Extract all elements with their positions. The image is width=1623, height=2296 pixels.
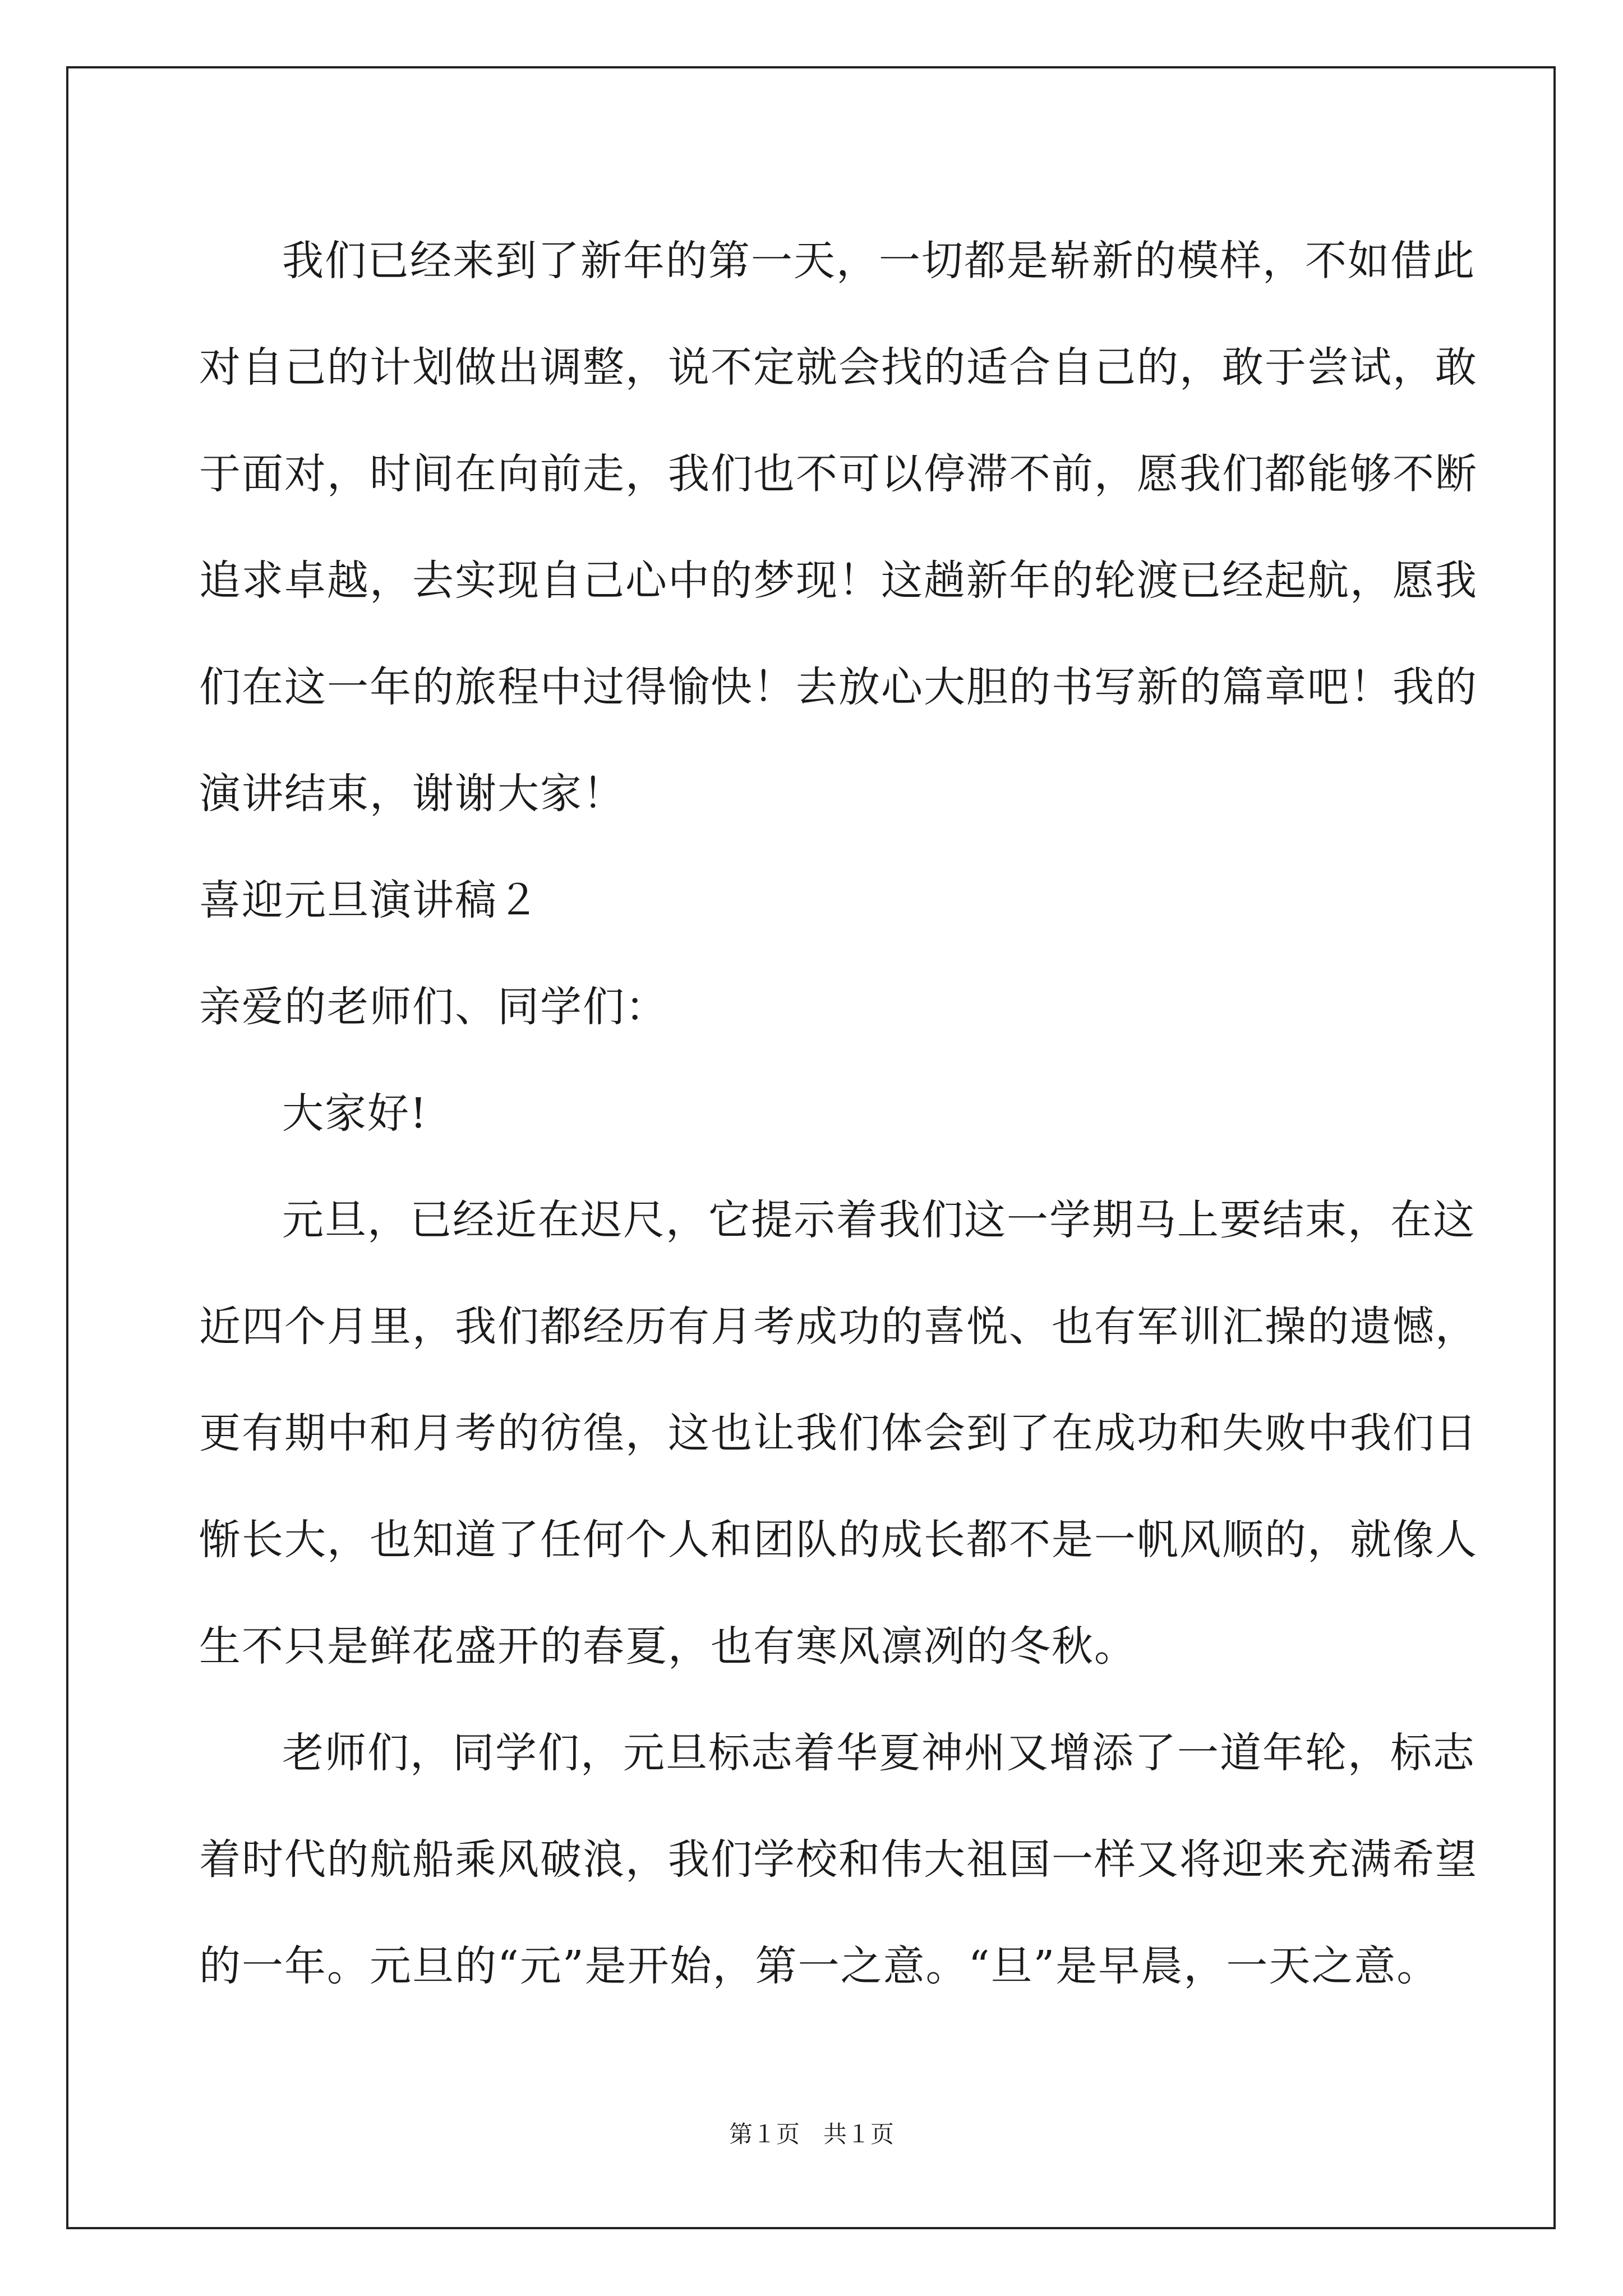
paragraph-line: 惭长大，也知道了任何个人和团队的成长都不是一帆风顺的，就像人 [199, 1516, 1478, 1564]
paragraph-line: 对自己的计划做出调整，说不定就会找的适合自己的，敢于尝试，敢 [199, 343, 1478, 392]
paragraph-line: 生不只是鲜花盛开的春夏，也有寒风凛冽的冬秋。 [199, 1622, 1137, 1671]
paragraph-line: 老师们，同学们，元旦标志着华夏神州又增添了一道年轮，标志 [282, 1729, 1476, 1777]
paragraph-line: 演讲结束，谢谢大家！ [199, 770, 625, 818]
paragraph-line: 追求卓越，去实现自己心中的梦现！这趟新年的轮渡已经起航，愿我 [199, 556, 1478, 605]
document-body [199, 208, 1478, 2019]
paragraph-line: 我们已经来到了新年的第一天，一切都是崭新的模样，不如借此 [282, 237, 1476, 285]
paragraph-line: 们在这一年的旅程中过得愉快！去放心大胆的书写新的篇章吧！我的 [199, 663, 1478, 711]
section-heading: 喜迎元旦演讲稿２ [199, 876, 540, 924]
page-number: 第１页 共１页 [728, 2120, 894, 2148]
paragraph-line: 近四个月里，我们都经历有月考成功的喜悦、也有军训汇操的遗憾， [199, 1303, 1478, 1351]
paragraph-line: 的一年。元旦的“元”是开始，第一之意。“旦”是早晨，一天之意。 [199, 1942, 1440, 1990]
paragraph-line: 更有期中和月考的彷徨，这也让我们体会到了在成功和失败中我们日 [199, 1409, 1478, 1457]
paragraph-line: 于面对，时间在向前走，我们也不可以停滞不前，愿我们都能够不断 [199, 450, 1478, 498]
greeting: 大家好! [282, 1089, 428, 1138]
salutation: 亲爱的老师们、同学们： [199, 983, 668, 1031]
paragraph-line: 着时代的航船乘风破浪，我们学校和伟大祖国一样又将迎来充满希望 [199, 1835, 1478, 1884]
paragraph-line: 元旦，已经近在迟尺，它提示着我们这一学期马上要结束，在这 [282, 1196, 1476, 1244]
